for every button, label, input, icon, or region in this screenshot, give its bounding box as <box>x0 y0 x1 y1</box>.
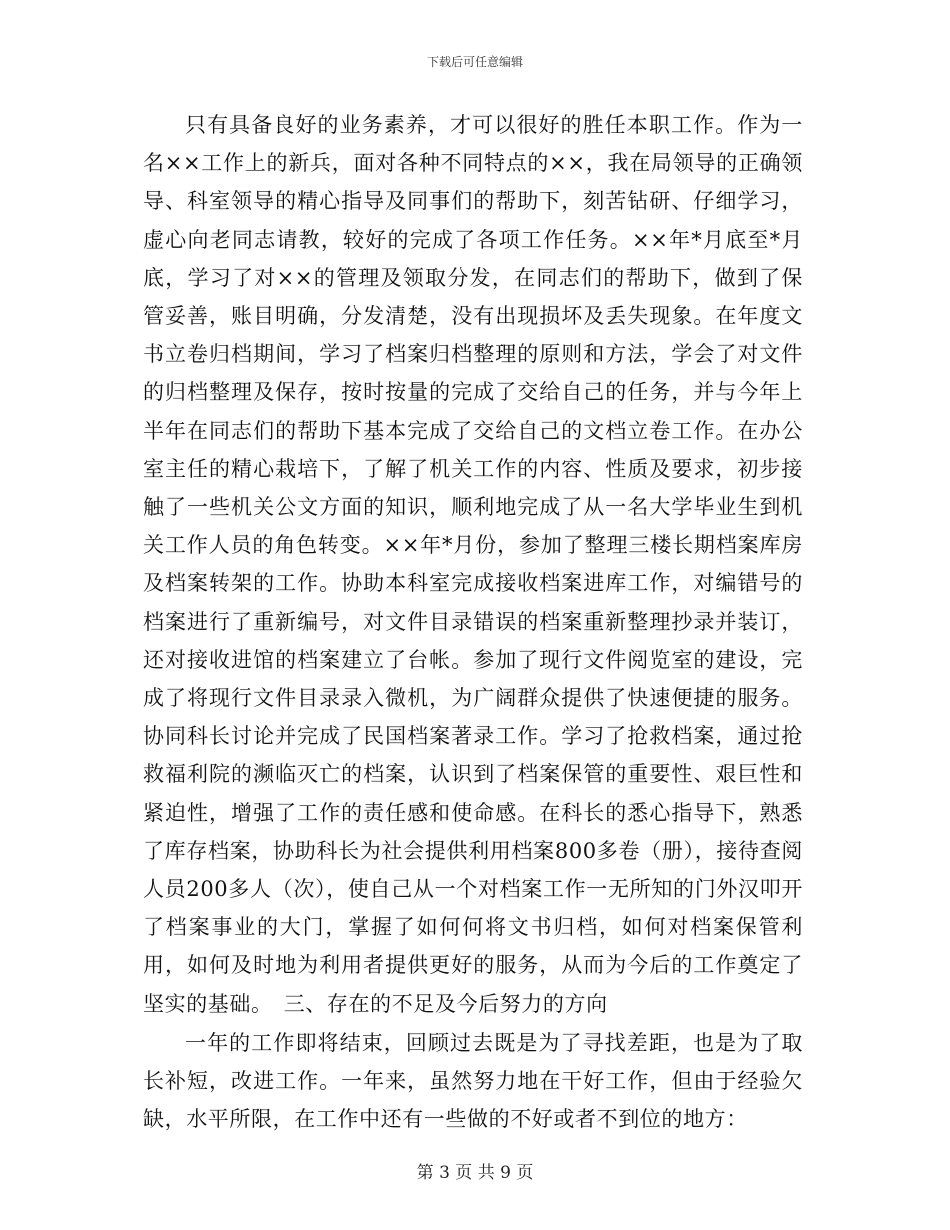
paragraph-shortcomings-intro: 一年的工作即将结束，回顾过去既是为了寻找差距，也是为了取长补短，改进工作。一年来，虽然努力地在干好工作，但由于经验欠缺，水平所限，在工作中还有一些做的不好或者不到位的地方： <box>143 1030 803 1132</box>
paragraph-work-summary: 只有具备良好的业务素养，才可以很好的胜任本职工作。作为一名××工作上的新兵，面对各种不同特点的××，我在局领导的正确领导、科室领导的精心指导及同事们的帮助下，刻苦钻研、仔细学习，虚心向老同志请教，较好的完成了各项工作任务。××年*月底至*月底，学习了对××的管理及领取分发，在同志们的帮助下，做到了保管妥善，账目明确，分发清楚，没有出现损坏及丢失现象。在年度文书立卷归档期间，学习了档案归档整理的原则和方法，学会了对文件的归档整理及保存，按时按量的完成了交给自己的任务，并与今年上半年在同志们的帮助下基本完成了交给自己的文档立卷工作。在办公室主任的精心栽培下，了解了机关工作的内容、性质及要求，初步接触了一些机关公文方面的知识，顺利地完成了从一名大学毕业生到机关工作人员的角色转变。××年*月份，参加了整理三楼长期档案库房及档案转架的工作。协助本科室完成接收档案进库工作，对编错号的档案进行了重新编号，对文件目录错误的档案重新整理抄录并装订，还对接收进馆的档案建立了台帐。参加了现行文件阅览室的建设，完成了将现行文件目录录入微机，为广阔群众提供了快速便捷的服务。协同科长讨论并完成了民国档案著录工作。学习了抢救档案，通过抢救福利院的濒临灭亡的档案，认识到了档案保管的重要性、艰巨性和紧迫性，增强了工作的责任感和使命感。在科长的悉心指导下，熟悉了库存档案，协助科长为社会提供利用档案800多卷（册），接待查阅人员200多人（次），使自己从一个对档案工作一无所知的门外汉叩开了档案事业的大门，掌握了如何何将文书归档，如何对档案保管利用，如何及时地为利用者提供更好的服务，从而为今后的工作奠定了坚实的基础。 三、存在的不足及今后努力的方向 <box>143 113 803 1016</box>
page-number-footer: 第 3 页 共 9 页 <box>416 1163 534 1183</box>
page-header: 下载后可任意编辑 <box>426 55 523 69</box>
document-body <box>143 106 803 1138</box>
